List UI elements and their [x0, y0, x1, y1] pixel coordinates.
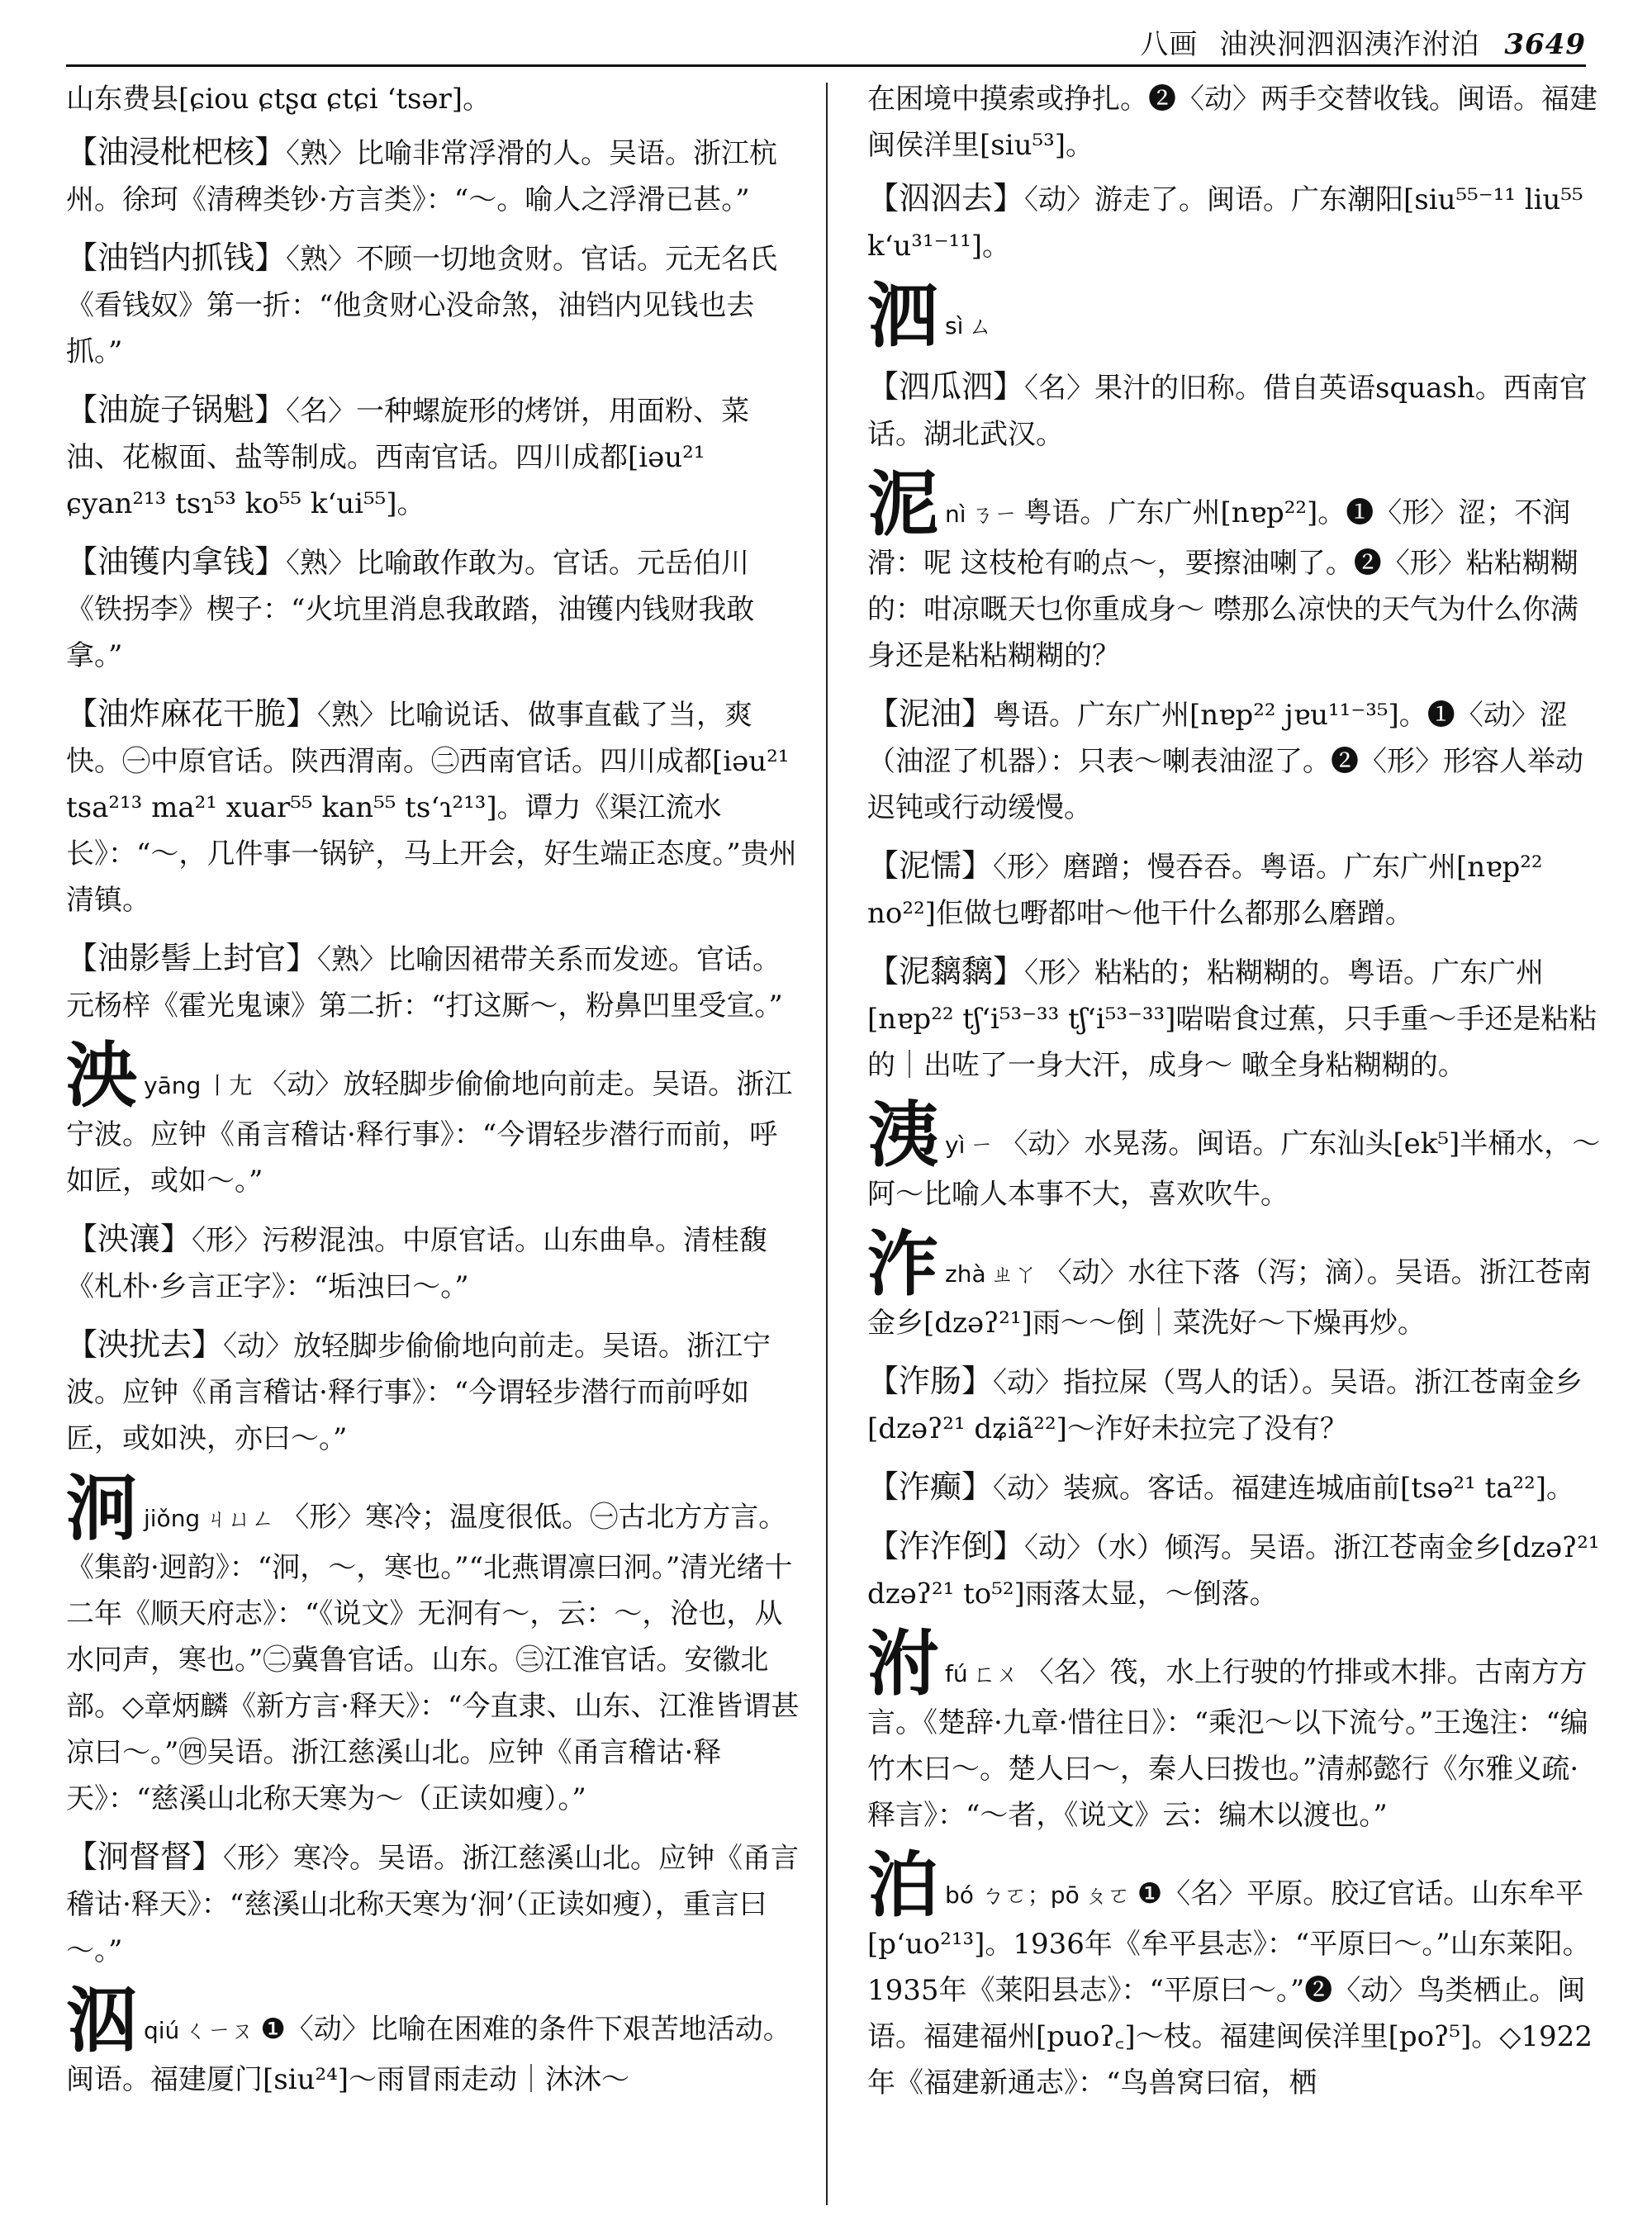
entry-headword: 【泎癫】	[867, 1468, 994, 1505]
head-character: 泎	[867, 1222, 938, 1306]
entry-definition: 〈动〉游走了。闽语。广东潮阳[siu⁵⁵⁻¹¹ liu⁵⁵ kʻu³¹⁻¹¹]。	[867, 183, 1583, 263]
entry-headword: 【泗瓜泗】	[867, 368, 1025, 405]
header-chars: 油泱泂泗泅洟泎泭泊	[1219, 28, 1480, 61]
entry-definition: 〈动〉水往下落（泻；滴）。吴语。浙江苍南金乡[dzəʔ²¹]雨～～倒｜菜洗好～下燥再炒。	[867, 1256, 1592, 1340]
entry-headword: 【泥黐黐】	[867, 953, 1025, 989]
zhuyin: ㄋㄧ	[971, 501, 1018, 528]
entry-headword: 【油浸枇杷核】	[66, 134, 287, 170]
character-entry	[66, 1979, 801, 2103]
header-section: 八画	[1140, 28, 1199, 61]
zhuyin: 丨尢	[206, 1072, 253, 1099]
entry-headword: 【泱扰去】	[66, 1326, 224, 1363]
entry-definition: 在困境中摸索或挣扎。❷〈动〉两手交替收钱。闽语。福建闽侯洋里[siu⁵³]。	[867, 83, 1597, 162]
entry-definition: 〈熟〉比喻说话、做事直截了当，爽快。㊀中原官话。陕西渭南。㊁西南官话。四川成都[iəu²¹ tsa²¹³ ma²¹ xuar⁵⁵ kan⁵⁵ tsʻɿ²¹³]。谭力《渠江流水长》：“～，几件事一锅铲，马上开会，好生端正态度。”贵州清镇。	[66, 699, 797, 917]
left-column	[66, 76, 801, 2114]
entry-definition: 〈熟〉比喻敢作敢为。官话。元岳伯川《铁拐李》楔子：“火坑里消息我敢踏，油镬内钱财我敢拿。”	[66, 547, 755, 672]
entry-continuation	[867, 76, 1602, 168]
entry-definition: 〈名〉一种螺旋形的烤饼，用面粉、菜油、花椒面、盐等制成。西南官话。四川成都[iəu²¹ ɕyan²¹³ tsɿ⁵³ ko⁵⁵ kʻui⁵⁵]。	[66, 395, 750, 520]
entry-definition: 〈动〉放轻脚步偷偷地向前走。吴语。浙江宁波。应钟《甬言稽诂·释行事》：“今谓轻步潜行而前呼如匠，或如泱，亦曰～。”	[66, 1330, 771, 1455]
entry-headword: 【油镬内拿钱】	[66, 543, 287, 580]
head-character: 泂	[66, 1467, 137, 1550]
header-rule	[66, 64, 1586, 67]
running-head	[1140, 21, 1586, 62]
pinyin: nì	[945, 501, 966, 528]
head-character: 洟	[867, 1094, 938, 1177]
entry-definition: 粤语。广东广州[nɐp²² jɐu¹¹⁻³⁵]。❶〈动〉涩（油涩了机器）：只表～喇表油涩了。❷〈形〉形容人举动迟钝或行动缓慢。	[867, 699, 1583, 824]
dictionary-entry	[66, 935, 801, 1029]
page-header	[66, 15, 1586, 64]
dictionary-entry	[66, 235, 801, 375]
entry-definition: 〈熟〉比喻因裙带关系而发迹。官话。元杨梓《霍光鬼谏》第二折：“打这厮～，粉鼻凹里受宣。”	[66, 943, 783, 1022]
zhuyin: ㄈㄨ	[972, 1660, 1019, 1687]
dictionary-entry	[867, 690, 1602, 831]
entry-headword: 【泅泅去】	[867, 180, 1025, 216]
dictionary-entry	[66, 129, 801, 223]
entry-headword: 【泎泎倒】	[867, 1528, 1025, 1564]
dictionary-entry	[867, 1523, 1602, 1617]
entry-definition: 〈形〉寒冷；温度很低。㊀古北方方言。《集韵·迥韵》：“泂，～，寒也。”“北燕谓凛曰泂。”清光绪十二年《顺天府志》：“《说文》无泂有～，云：～，沧也，从水冋声，寒也。”㊁冀鲁官话。山东。㊂江淮官话。安徽北部。◇章炳麟《新方言·释天》：“今直隶、山东、江淮皆谓甚凉曰～。”㊃吴语。浙江慈溪山北。应钟《甬言稽诂·释天》：“慈溪山北称天寒为～（正读如瘦）。”	[66, 1501, 800, 1815]
character-entry	[867, 463, 1602, 679]
character-entry	[867, 274, 1602, 358]
pinyin: bó ㄅㄛ；pō	[945, 1881, 1080, 1909]
entry-definition: 〈形〉磨蹭；慢吞吞。粤语。广东广州[nɐp²² no²²]佢做乜嘢都咁～他干什么都那么磨蹭。	[867, 851, 1543, 930]
dictionary-entry	[66, 387, 801, 527]
entry-definition: 粤语。广东广州[nɐp²²]。❶〈形〉涩；不润滑：呢 这枝枪有啲点～，要擦油喇了。❷〈形〉粘粘糊糊的：咁凉嘅天乜你重成身～ 噤那么凉快的天气为什么你满身还是粘粘糊糊的？	[867, 496, 1578, 672]
head-character: 泗	[867, 274, 938, 358]
entry-definition: 〈动〉指拉屎（骂人的话）。吴语。浙江苍南金乡[dzəʔ²¹ dʑiã²²]～泎好未拉完了没有？	[867, 1366, 1583, 1445]
entry-definition: 〈动〉装疯。客话。福建连城庙前[tsə²¹ ta²²]。	[993, 1472, 1575, 1505]
entry-definition: 〈动〉（水）倾泻。吴语。浙江苍南金乡[dzəʔ²¹ dzəʔ²¹ to⁵²]雨落太显，～倒落。	[867, 1531, 1600, 1611]
entry-headword: 【泥懦】	[867, 847, 994, 884]
entry-headword: 【油旋子锅魁】	[66, 391, 287, 428]
character-entry	[867, 1843, 1602, 2106]
entry-definition: 〈名〉果汁的旧称。借自英语squash。西南官话。湖北武汉。	[867, 372, 1588, 451]
entry-headword: 【泥油】	[867, 695, 994, 732]
dictionary-entry	[867, 842, 1602, 937]
entry-definition: 〈熟〉比喻非常浮滑的人。吴语。浙江杭州。徐珂《清稗类钞·方言类》：“～。喻人之浮滑已甚。”	[66, 137, 778, 216]
zhuyin: ㄐㄩㄥ	[205, 1505, 275, 1532]
pinyin: yì	[945, 1132, 966, 1159]
dictionary-entry	[66, 1834, 801, 1974]
dictionary-entry	[867, 175, 1602, 269]
entry-headword: 【泂督督】	[66, 1839, 224, 1875]
entry-headword: 【泱瀼】	[66, 1221, 192, 1257]
character-entry	[66, 1034, 801, 1204]
page-number: 3649	[1504, 28, 1586, 61]
head-character: 泊	[867, 1843, 938, 1927]
dictionary-entry	[66, 1321, 801, 1462]
entry-definition: 〈动〉水晃荡。闽语。广东汕头[ek⁵]半桶水，～阿～比喻人本事不大，喜欢吹牛。	[867, 1127, 1601, 1211]
pinyin: sì	[945, 312, 964, 339]
pinyin: zhà	[945, 1260, 986, 1288]
entry-definition: 〈形〉污秽混浊。中原官话。山东曲阜。清桂馥《札朴·乡言正字》：“垢浊曰～。”	[66, 1224, 768, 1303]
dictionary-entry	[867, 1464, 1602, 1511]
entry-definition: ❶〈动〉比喻在困难的条件下艰苦地活动。闽语。福建厦门[siu²⁴]～雨冒雨走动｜沐沐～	[66, 2013, 791, 2096]
zhuyin: ㄆㄛ	[1084, 1881, 1131, 1909]
entry-definition: 山东费县[ɕiou ɕtʂɑ ɕtɕi ʻtsər]。	[66, 83, 491, 116]
pinyin: yāng	[144, 1072, 202, 1099]
entry-definition: ❶〈名〉平原。胶辽官话。山东牟平[pʻuo²¹³]。1936年《牟平县志》：“平原曰～。”山东莱阳。1935年《莱阳县志》：“平原曰～。”❷〈动〉鸟类栖止。闽语。福建福州[puoʔ꜀]～枝。福建闽侯洋里[poʔ⁵]。◇1922年《福建新通志》：“鸟兽窝曰宿，栖	[867, 1877, 1593, 2100]
dictionary-entry	[66, 690, 801, 923]
head-character: 泥	[867, 463, 938, 546]
character-entry	[867, 1094, 1602, 1217]
dictionary-entry	[867, 363, 1602, 458]
entry-headword: 【油铛内抓钱】	[66, 240, 287, 276]
character-entry	[66, 1467, 801, 1822]
entry-definition: 〈动〉放轻脚步偷偷地向前走。吴语。浙江宁波。应钟《甬言稽诂·释行事》：“今谓轻步潜行而前，呼如匠，或如～。”	[66, 1068, 793, 1198]
entry-definition: 〈形〉粘粘的；粘糊糊的。粤语。广东广州[nɐp²² tʃʻi⁵³⁻³³ tʃʻi⁵³⁻³³]啱啱食过蕉，只手重～手还是粘粘的｜出咗了一身大汗，成身～ 噉全身粘糊糊的。	[867, 956, 1597, 1082]
dictionary-entry	[867, 948, 1602, 1089]
entry-definition: 〈形〉寒冷。吴语。浙江慈溪山北。应钟《甬言稽诂·释天》：“慈溪山北称天寒为‘泂’（正读如瘦），重言曰～。”	[66, 1842, 800, 1967]
dictionary-entry	[867, 1358, 1602, 1452]
entry-continuation	[66, 76, 801, 122]
dictionary-entry	[66, 1216, 801, 1310]
column-divider	[826, 83, 828, 2205]
dictionary-entry	[66, 539, 801, 679]
entry-headword: 【油炸麻花干脆】	[66, 695, 318, 732]
zhuyin: ㄑㄧㄡ	[184, 2017, 254, 2044]
entry-definition: 〈名〉筏，水上行驶的竹排或木排。古南方方言。《楚辞·九章·惜往日》：“乘氾～以下流兮。”王逸注：“编竹木曰～。楚人曰～，秦人曰拨也。”清郝懿行《尔雅义疏·释言》：“～者，《说文》云：编木以渡也。”	[867, 1656, 1588, 1832]
head-character: 泱	[66, 1034, 137, 1117]
pinyin: jiǒng	[144, 1505, 201, 1532]
head-character: 泅	[66, 1979, 137, 2062]
entry-definition: 〈熟〉不顾一切地贪财。官话。元无名氏《看钱奴》第一折：“他贪财心没命煞，油铛内见钱也去抓。”	[66, 243, 778, 368]
zhuyin: ㄧ	[970, 1132, 994, 1159]
entry-headword: 【泎肠】	[867, 1363, 994, 1399]
zhuyin: ㄙ	[968, 312, 992, 339]
right-column	[867, 76, 1602, 2118]
pinyin: qiú	[144, 2017, 180, 2044]
zhuyin: ㄓㄚ	[990, 1260, 1037, 1288]
character-entry	[867, 1622, 1602, 1839]
pinyin: fú	[945, 1660, 968, 1687]
entry-headword: 【油影髻上封官】	[66, 940, 318, 976]
head-character: 泭	[867, 1622, 938, 1706]
character-entry	[867, 1222, 1602, 1346]
